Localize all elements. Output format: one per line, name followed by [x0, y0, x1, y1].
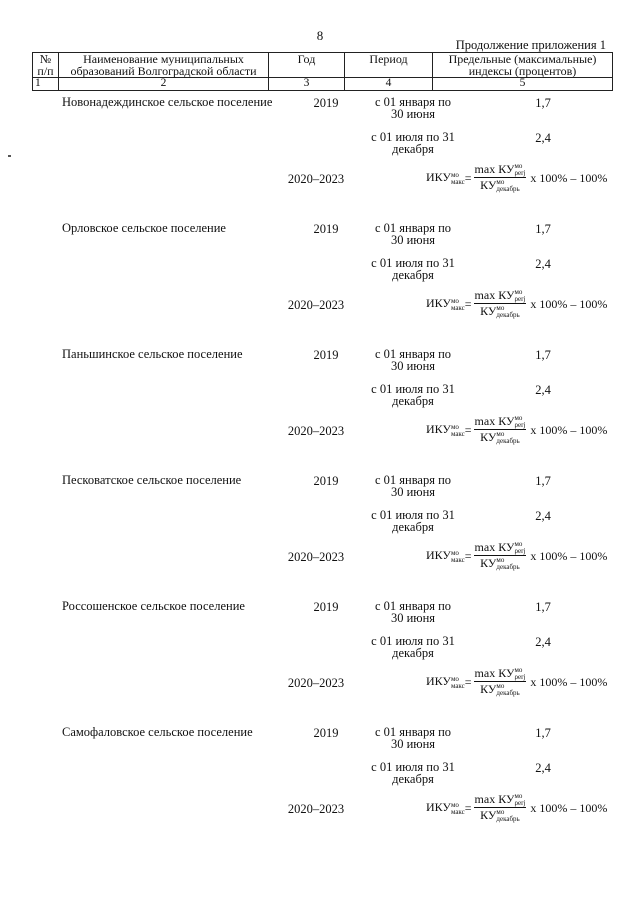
- table-row: [32, 348, 612, 474]
- table-row: [32, 600, 612, 726]
- formula-den-sub: декабрь: [496, 563, 520, 572]
- index-formula: [426, 284, 622, 324]
- header-name: Наименование муниципальных образований Волгоградской области: [59, 53, 269, 78]
- index-value-first-half: 1,7: [535, 474, 551, 488]
- municipality-name: Самофаловское сельское поселение: [62, 725, 253, 739]
- formula-tail: x 100% – 100%: [530, 170, 608, 185]
- formula-lhs: ИКУ: [426, 674, 451, 689]
- formula-num-sub: ρerj: [514, 421, 526, 429]
- formula-denominator: КУ: [480, 808, 497, 822]
- year-2019: 2019: [313, 474, 339, 488]
- formula-numerator: max КУ: [474, 665, 515, 680]
- formula-num-sup: мо: [514, 666, 523, 674]
- formula-equals: =: [464, 296, 472, 311]
- index-value-second-half: 2,4: [535, 131, 551, 145]
- period-first-half: с 01 января по 30 июня: [374, 347, 452, 373]
- formula-lhs-sup: мо: [450, 800, 459, 809]
- column-number: 4: [345, 78, 433, 91]
- formula-lhs: ИКУ: [426, 800, 451, 815]
- formula-lhs-sub: макс: [450, 303, 465, 312]
- municipality-name: Паньшинское сельское поселение: [62, 347, 243, 361]
- formula-num-sup: мо: [514, 414, 523, 422]
- formula-den-sub: декабрь: [496, 437, 520, 446]
- year-2019: 2019: [313, 726, 339, 740]
- index-value-first-half: 1,7: [535, 96, 551, 110]
- formula-num-sub: ρerj: [514, 169, 526, 177]
- formula-numerator: max КУ: [474, 161, 515, 176]
- year-range: 2020–2023: [287, 676, 345, 690]
- formula-den-sup: мо: [496, 178, 505, 187]
- index-formula: [426, 410, 622, 450]
- formula-den-sup: мо: [496, 304, 505, 313]
- year-range: 2020–2023: [287, 802, 345, 816]
- index-value-second-half: 2,4: [535, 635, 551, 649]
- scan-mark: [8, 155, 11, 157]
- index-value-second-half: 2,4: [535, 383, 551, 397]
- formula-denominator: КУ: [480, 430, 497, 444]
- formula-lhs-sup: мо: [450, 170, 459, 179]
- index-formula: [426, 536, 622, 576]
- header-indices: Предельные (максимальные) индексы (процентов): [433, 53, 613, 78]
- formula-num-sup: мо: [514, 792, 523, 800]
- table-row: [32, 474, 612, 600]
- formula-num-sub: ρerj: [514, 673, 526, 681]
- header-number: № п/п: [33, 53, 59, 78]
- index-value-first-half: 1,7: [535, 348, 551, 362]
- year-2019: 2019: [313, 348, 339, 362]
- table-row: [32, 222, 612, 348]
- formula-tail: x 100% – 100%: [530, 800, 608, 815]
- formula-tail: x 100% – 100%: [530, 548, 608, 563]
- index-value-second-half: 2,4: [535, 257, 551, 271]
- formula-denominator: КУ: [480, 682, 497, 696]
- page-number: 8: [316, 28, 324, 43]
- formula-lhs-sub: макс: [450, 429, 465, 438]
- index-formula: [426, 662, 622, 702]
- formula-equals: =: [464, 674, 472, 689]
- index-formula: [426, 158, 622, 198]
- formula-numerator: max КУ: [474, 791, 515, 806]
- period-second-half: с 01 июля по 31 декабря: [371, 256, 455, 282]
- period-second-half: с 01 июля по 31 декабря: [371, 130, 455, 156]
- formula-numerator: max КУ: [474, 287, 515, 302]
- period-second-half: с 01 июля по 31 декабря: [371, 382, 455, 408]
- municipality-name: Новонадеждинское сельское поселение: [62, 95, 273, 109]
- year-2019: 2019: [313, 222, 339, 236]
- formula-lhs-sup: мо: [450, 296, 459, 305]
- municipality-name: Россошенское сельское поселение: [62, 599, 245, 613]
- formula-den-sub: декабрь: [496, 311, 520, 320]
- municipality-name: Орловское сельское поселение: [62, 221, 226, 235]
- formula-lhs: ИКУ: [426, 170, 451, 185]
- formula-den-sup: мо: [496, 430, 505, 439]
- formula-denominator: КУ: [480, 304, 497, 318]
- formula-lhs-sup: мо: [450, 674, 459, 683]
- formula-lhs-sub: макс: [450, 807, 465, 816]
- column-number: 1: [33, 78, 59, 91]
- formula-lhs: ИКУ: [426, 422, 451, 437]
- formula-den-sub: декабрь: [496, 815, 520, 824]
- period-first-half: с 01 января по 30 июня: [374, 599, 452, 625]
- year-2019: 2019: [313, 600, 339, 614]
- formula-denominator: КУ: [480, 178, 497, 192]
- formula-num-sub: ρerj: [514, 547, 526, 555]
- formula-den-sup: мо: [496, 556, 505, 565]
- period-first-half: с 01 января по 30 июня: [374, 221, 452, 247]
- year-range: 2020–2023: [287, 550, 345, 564]
- formula-num-sup: мо: [514, 162, 523, 170]
- formula-equals: =: [464, 170, 472, 185]
- formula-num-sub: ρerj: [514, 295, 526, 303]
- formula-den-sup: мо: [496, 808, 505, 817]
- year-2019: 2019: [313, 96, 339, 110]
- index-value-first-half: 1,7: [535, 222, 551, 236]
- header-period: Период: [345, 53, 433, 78]
- index-value-second-half: 2,4: [535, 509, 551, 523]
- formula-denominator: КУ: [480, 556, 497, 570]
- period-second-half: с 01 июля по 31 декабря: [371, 634, 455, 660]
- formula-lhs: ИКУ: [426, 296, 451, 311]
- index-value-first-half: 1,7: [535, 726, 551, 740]
- period-first-half: с 01 января по 30 июня: [374, 725, 452, 751]
- formula-lhs: ИКУ: [426, 548, 451, 563]
- continuation-note: Продолжение приложения 1: [455, 38, 606, 52]
- formula-lhs-sup: мо: [450, 548, 459, 557]
- formula-numerator: max КУ: [474, 539, 515, 554]
- index-formula: [426, 788, 622, 828]
- formula-den-sub: декабрь: [496, 689, 520, 698]
- year-range: 2020–2023: [287, 298, 345, 312]
- formula-lhs-sub: макс: [450, 177, 465, 186]
- table-row: [32, 726, 612, 852]
- formula-tail: x 100% – 100%: [530, 674, 608, 689]
- formula-lhs-sub: макс: [450, 555, 465, 564]
- formula-lhs-sup: мо: [450, 422, 459, 431]
- table-row: [32, 96, 612, 222]
- formula-num-sub: ρerj: [514, 799, 526, 807]
- period-second-half: с 01 июля по 31 декабря: [371, 760, 455, 786]
- period-second-half: с 01 июля по 31 декабря: [371, 508, 455, 534]
- formula-den-sup: мо: [496, 682, 505, 691]
- year-range: 2020–2023: [287, 172, 345, 186]
- formula-num-sup: мо: [514, 288, 523, 296]
- formula-equals: =: [464, 548, 472, 563]
- period-first-half: с 01 января по 30 июня: [374, 95, 452, 121]
- formula-lhs-sub: макс: [450, 681, 465, 690]
- column-number: 5: [433, 78, 613, 91]
- column-number: 3: [269, 78, 345, 91]
- column-number: 2: [59, 78, 269, 91]
- header-year: Год: [269, 53, 345, 78]
- formula-numerator: max КУ: [474, 413, 515, 428]
- period-first-half: с 01 января по 30 июня: [374, 473, 452, 499]
- municipality-name: Песковатское сельское поселение: [62, 473, 242, 487]
- formula-tail: x 100% – 100%: [530, 422, 608, 437]
- year-range: 2020–2023: [287, 424, 345, 438]
- index-value-second-half: 2,4: [535, 761, 551, 775]
- index-value-first-half: 1,7: [535, 600, 551, 614]
- formula-equals: =: [464, 800, 472, 815]
- formula-tail: x 100% – 100%: [530, 296, 608, 311]
- formula-num-sup: мо: [514, 540, 523, 548]
- formula-equals: =: [464, 422, 472, 437]
- table-header: [32, 52, 613, 91]
- formula-den-sub: декабрь: [496, 185, 520, 194]
